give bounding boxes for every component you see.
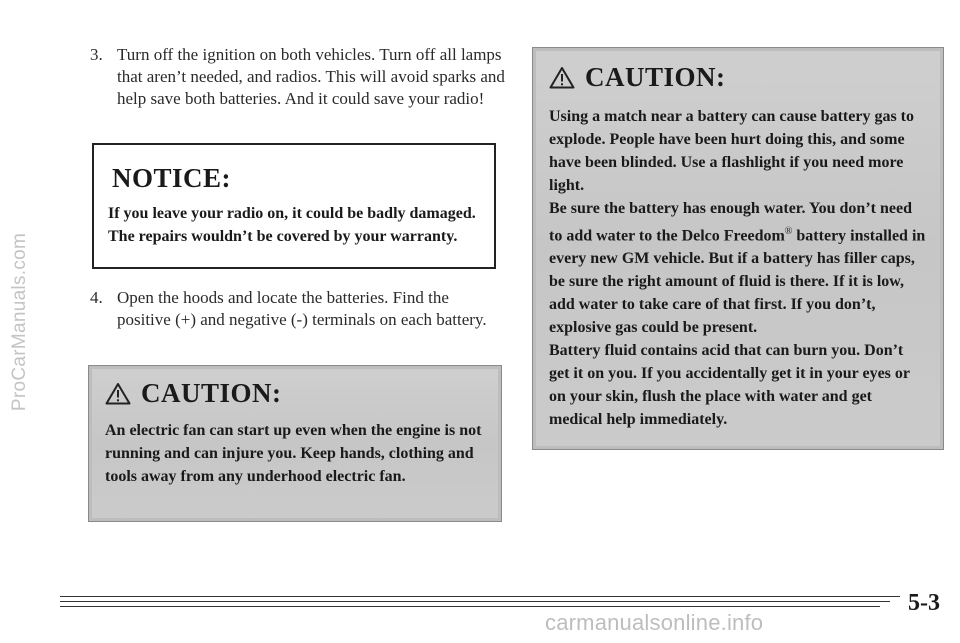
side-watermark-text: ProCarManuals.com	[9, 232, 30, 411]
notice-text: If you leave your radio on, it could be badly damaged. The repairs wouldn’t be covered by your warranty.	[108, 205, 476, 245]
caution-battery-para-2-start: Be sure the battery has enough water. You don’t need to add water to the Delco Freedom	[549, 200, 912, 245]
step-4-number: 4.	[90, 288, 103, 307]
side-watermark	[2, 0, 38, 643]
step-3-number: 3.	[90, 45, 103, 64]
step-3	[90, 44, 507, 110]
caution-battery-para-2-end: battery installed in every new GM vehicle. But if a battery has filler caps, be sure the right amount of fluid is there. If it is low, add water to take care of that first. If you don’t, explosive gas could be present.	[549, 227, 926, 337]
step-4-text: Open the hoods and locate the batteries. Find the positive (+) and negative (-) terminals on each battery.	[117, 288, 487, 329]
caution-fan-header	[105, 378, 485, 409]
notice-title: NOTICE:	[112, 163, 232, 193]
caution-battery-box	[532, 47, 944, 450]
registered-mark: ®	[784, 226, 793, 237]
footer-rule-2	[60, 601, 890, 602]
caution-battery-para-3: Battery fluid contains acid that can burn you. Don’t get it on you. If you accidentally get it in your eyes or on your skin, flush the place with water and get medical help immediately.	[549, 342, 910, 429]
step-4	[90, 287, 487, 331]
caution-fan-title: CAUTION:	[141, 378, 282, 408]
step-3-text: Turn off the ignition on both vehicles. Turn off all lamps that aren’t needed, and radios. This will avoid sparks and help save both batteries. And it could save your radio!	[117, 45, 505, 108]
warning-triangle-icon	[105, 382, 131, 405]
bottom-watermark: carmanualsonline.info	[545, 610, 764, 635]
warning-triangle-icon	[549, 66, 575, 89]
caution-battery-title: CAUTION:	[585, 62, 726, 92]
notice-box	[92, 143, 496, 269]
page-number: 5-3	[908, 590, 940, 616]
footer-rule-1	[60, 596, 900, 597]
caution-fan-text: An electric fan can start up even when the engine is not running and can injure you. Keep hands, clothing and tools away from any underhood electric fan.	[105, 422, 482, 485]
footer-rule-3	[60, 606, 880, 607]
caution-fan-box	[88, 365, 502, 522]
caution-battery-para-1: Using a match near a battery can cause battery gas to explode. People have been hurt doing this, and some have been blinded. Use a flashlight if you need more light.	[549, 108, 914, 194]
caution-battery-header	[549, 62, 927, 93]
caution-battery-para-2	[549, 197, 927, 339]
